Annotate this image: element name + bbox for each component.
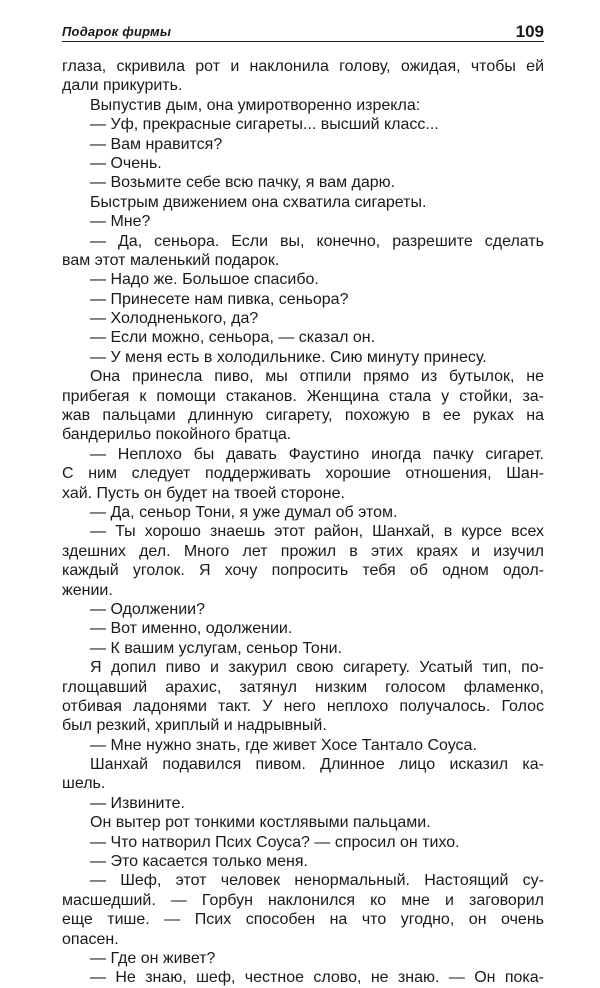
running-head [62,22,544,44]
text-line: — Да, сеньора. Если вы, конечно, разрешите сделать [90,232,544,250]
text-line: С ним следует поддерживать хорошие отношения, Шан- [62,465,544,483]
text-line: — К вашим услугам, сеньор Тони. [90,639,343,657]
text-line: — Где он живет? [90,949,216,967]
text-line: — Если можно, сеньора, — сказал он. [90,329,376,347]
page-number: 109 [515,22,544,41]
text-line: — Принесете нам пивка, сеньора? [90,290,349,308]
text-line: — Да, сеньор Тони, я уже думал об этом. [90,503,398,521]
text-line: — У меня есть в холодильнике. Сию минуту принесу. [90,348,487,366]
body-text [62,57,544,988]
text-line: — Не знаю, шеф, честное слово, не знаю. — Он пока- [90,969,544,987]
text-line: — Извините. [90,794,185,812]
text-line: Выпустив дым, она умиротворенно изрекла: [90,96,421,114]
text-line: Я допил пиво и закурил свою сигарету. Усатый тип, по- [90,659,544,677]
text-line: хай. Пусть он будет на твоей стороне. [62,484,345,502]
text-line: — Что натворил Псих Соуса? — спросил он тихо. [90,833,460,851]
text-line: — Вам нравится? [90,135,223,153]
text-line: вам этот маленький подарок. [62,251,280,269]
text-line: — Это касается только меня. [90,853,308,871]
text-line: Быстрым движением она схватила сигареты. [90,193,427,211]
running-title: Подарок фирмы [62,24,172,39]
text-line: Она принесла пиво, мы отпили прямо из бутылок, не [90,368,544,386]
text-line: — Шеф, этот человек ненормальный. Настоящий су- [90,872,544,890]
text-line: дали прикурить. [62,77,183,95]
text-line: жав пальцами длинную сигарету, похожую в ее руках на [62,407,544,425]
text-line: — Возьмите себе всю пачку, я вам дарю. [90,174,396,192]
text-line: Шанхай подавился пивом. Длинное лицо исказил ка- [90,756,544,774]
text-line: здешних дел. Много лет прожил в этих краях и изучил [62,542,544,560]
text-line: еще тише. — Псих способен на что угодно, он очень [62,911,544,929]
text-line: глаза, скривила рот и наклонила голову, ожидая, чтобы ей [62,58,544,75]
text-line: масшедший. — Горбун наклонился ко мне и заговорил [62,891,544,909]
text-line: каждый уголок. Я хочу попросить тебя об одном одол- [62,562,544,580]
text-line: — Мне? [90,213,151,231]
text-line: глощавший арахис, затянул низким голосом фламенко, [62,678,544,696]
text-line: Он вытер рот тонкими костлявыми пальцами. [90,814,431,832]
text-line: — Надо же. Большое спасибо. [90,271,319,289]
text-line: — Холодненького, да? [90,310,259,328]
text-line: — Очень. [90,154,162,172]
text-line: — Вот именно, одолжении. [90,620,293,638]
text-line: — Одолжении? [90,600,205,618]
text-line: — Мне нужно знать, где живет Хосе Тантало Соуса. [90,736,477,754]
text-line: отбивая ладонями такт. У него неплохо получалось. Голос [62,697,544,715]
text-line: опасен. [62,930,119,948]
text-line: бандерильо покойного братца. [62,426,292,444]
text-line: жении. [62,581,113,599]
text-line: был резкий, хриплый и надрывный. [62,717,327,735]
text-line: — Уф, прекрасные сигареты... высший класс... [90,116,439,134]
header-rule [62,41,544,42]
text-line: — Неплохо бы давать Фаустино иногда пачку сигарет. [90,445,544,463]
text-line: — Ты хорошо знаешь этот район, Шанхай, в курсе всех [90,523,544,541]
text-line: прибегая к помощи стаканов. Женщина стала у стойки, за- [62,387,544,405]
text-line: шель. [62,775,106,793]
